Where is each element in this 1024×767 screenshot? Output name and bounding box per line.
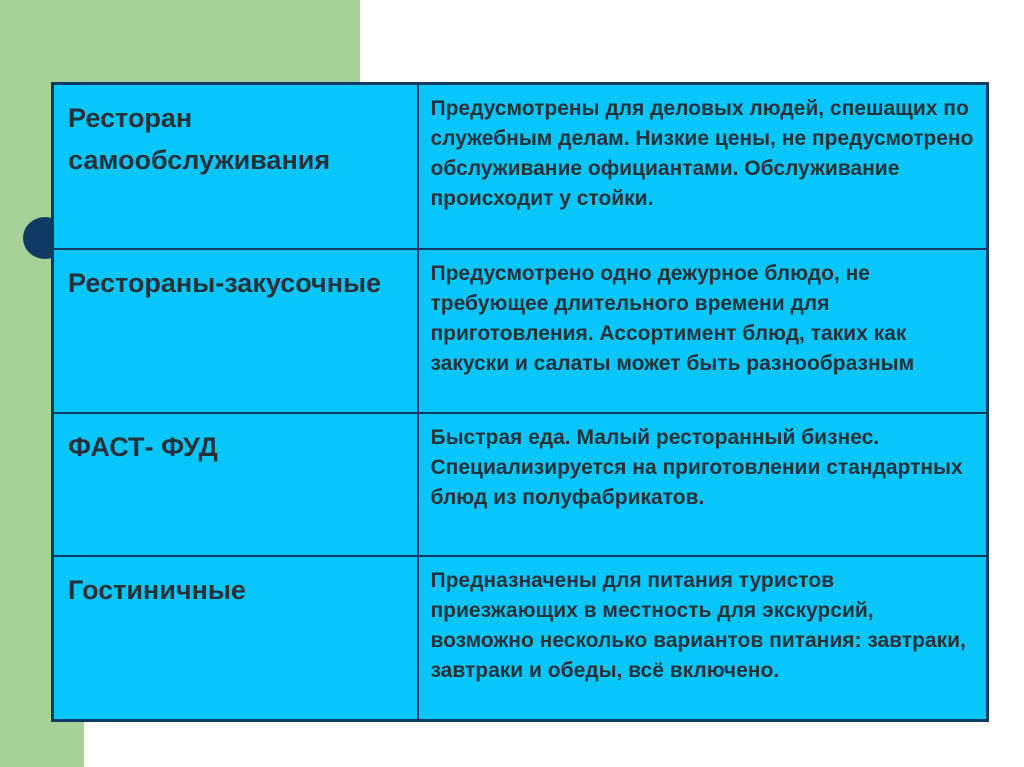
restaurant-description-cell: Предусмотрено одно дежурное блюдо, не требующее длительного времени для приготовления. Ассортимент блюд, таких как закуски и салаты может быть разнообразным bbox=[418, 249, 988, 413]
restaurant-type-cell: Гостиничные bbox=[53, 556, 418, 721]
restaurant-description-cell: Предусмотрены для деловых людей, спешащих по служебным делам. Низкие цены, не предусмотрено обслуживание официантами. Обслуживание происходит у стойки. bbox=[418, 84, 988, 249]
restaurant-types-table bbox=[51, 82, 989, 722]
table-row bbox=[53, 84, 988, 249]
green-accent-band-bottom bbox=[0, 720, 84, 767]
restaurant-type-cell: Рестораны-закусочные bbox=[53, 249, 418, 413]
restaurant-type-cell: Ресторан самообслуживания bbox=[53, 84, 418, 249]
restaurant-type-cell: ФАСТ- ФУД bbox=[53, 413, 418, 556]
restaurant-description-cell: Быстрая еда. Малый ресторанный бизнес. Специализируется на приготовлении стандартных блюд из полуфабрикатов. bbox=[418, 413, 988, 556]
slide-background bbox=[84, 720, 360, 767]
table-row bbox=[53, 413, 988, 556]
restaurant-description-cell: Предназначены для питания туристов приезжающих в местность для экскурсий, возможно несколько вариантов питания: завтраки, завтраки и обеды, всё включено. bbox=[418, 556, 988, 721]
table-row bbox=[53, 249, 988, 413]
table-row bbox=[53, 556, 988, 721]
